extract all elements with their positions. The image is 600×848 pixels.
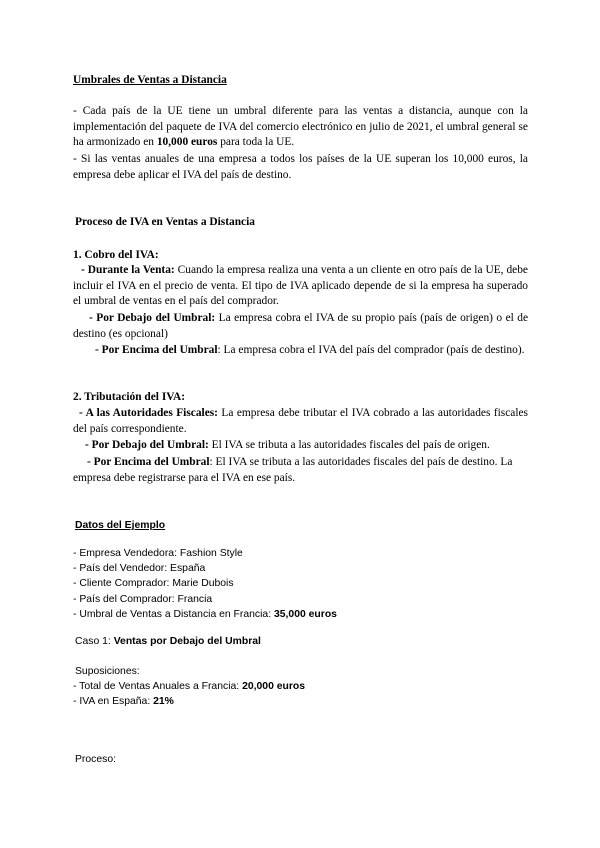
cobro-title: 1. Cobro del IVA:	[73, 249, 159, 261]
cobro-durante-venta: - Durante la Venta: Cuando la empresa realiza una venta a un cliente en otro país de la UE, debe incluir el IVA en el precio de venta. El tipo de IVA aplicado depende de si la empresa ha superado el umbral de ventas en el país del comprador.	[73, 264, 528, 308]
section-heading-datos	[75, 518, 530, 533]
list-item: - Empresa Vendedora: Fashion Style	[73, 548, 243, 559]
heading-datos: Datos del Ejemplo	[75, 520, 166, 531]
list-item: - IVA en España: 21%	[73, 696, 174, 708]
suposiciones-list	[73, 679, 528, 709]
datos-list	[73, 546, 528, 622]
section-heading-proceso-iva	[75, 215, 530, 231]
cobro-por-debajo: - Por Debajo del Umbral: La empresa cobra el IVA de su propio país (país de origen) o el de destino (es opcional)	[73, 312, 528, 340]
caso-1-heading: Caso 1: Ventas por Debajo del Umbral	[75, 636, 261, 647]
tributacion-title: 2. Tributación del IVA:	[73, 391, 186, 403]
umbral-ue-text: - Cada país de la UE tiene un umbral diferente para las ventas a distancia, aunque con la implementación del paquete de IVA del comercio electrónico en julio de 2021, el umbral general se ha armonizado en 10,000 euros para toda la UE.	[73, 105, 528, 149]
heading-umbrales: Umbrales de Ventas a Distancia	[73, 74, 227, 86]
paragraph-superan-umbral	[73, 152, 528, 183]
list-item: - País del Comprador: Francia	[73, 593, 213, 605]
list-item: - País del Vendedor: España	[73, 563, 206, 575]
list-item: - Cliente Comprador: Marie Dubois	[73, 578, 234, 590]
superan-umbral-text: - Si las ventas anuales de una empresa a todos los países de la UE superan los 10,000 euros, la empresa debe aplicar el IVA del país de destino.	[73, 153, 528, 181]
proceso-label: Proceso:	[75, 754, 117, 765]
list-item: - Total de Ventas Anuales a Francia: 20,000 euros	[73, 681, 306, 692]
section-heading-umbrales	[73, 73, 528, 89]
suposiciones-label: Suposiciones:	[75, 666, 140, 677]
tributacion-por-debajo: - Por Debajo del Umbral: El IVA se tributa a las autoridades fiscales del país de origen.	[85, 439, 490, 451]
tributacion-autoridades: - A las Autoridades Fiscales: La empresa debe tributar el IVA cobrado a las autoridades fiscales del país correspondiente.	[73, 407, 528, 435]
paragraph-umbral-ue	[73, 104, 528, 151]
cobro-por-encima: - Por Encima del Umbral: La empresa cobra el IVA del país del comprador (país de destino).	[95, 344, 525, 356]
heading-proceso-iva: Proceso de IVA en Ventas a Distancia	[75, 216, 255, 228]
list-item: - Umbral de Ventas a Distancia en Francia: 35,000 euros	[73, 608, 337, 620]
tributacion-por-encima: - Por Encima del Umbral: El IVA se tributa a las autoridades fiscales del país de destino. La empresa debe registrarse para el IVA en ese país.	[73, 456, 513, 484]
